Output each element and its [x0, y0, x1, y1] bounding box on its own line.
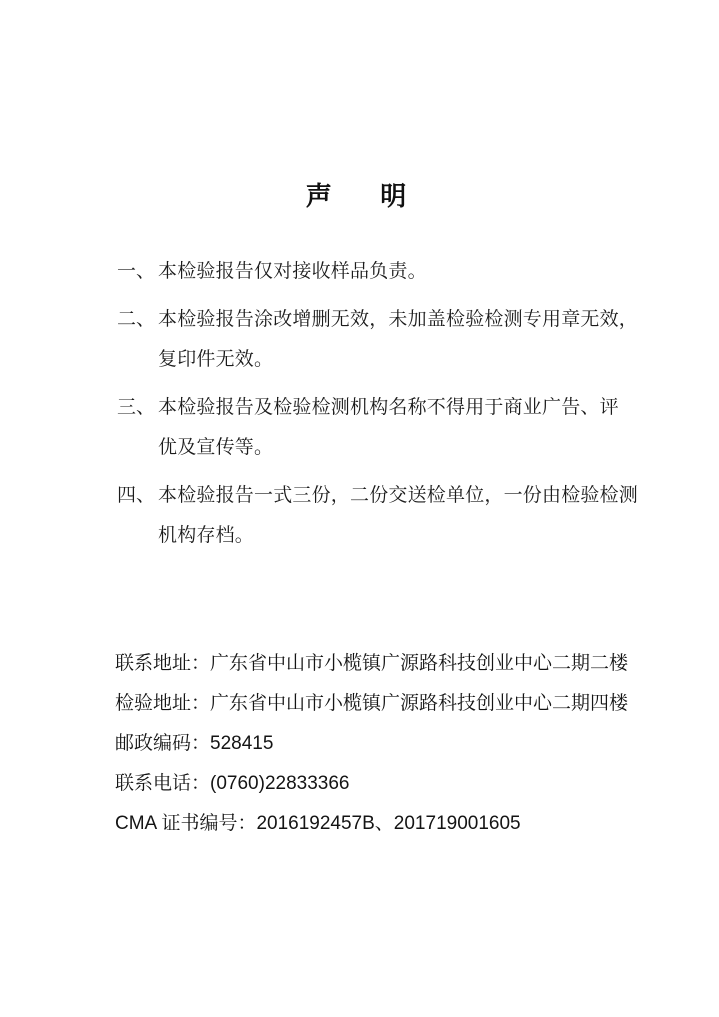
statement-item	[117, 476, 639, 556]
statement-item	[117, 252, 622, 292]
statement-number: 一、	[117, 261, 156, 282]
contact-label: 联系地址：	[115, 653, 211, 674]
statement-line: 机构存档。	[158, 525, 255, 546]
contact-value: 2016192457B、201719001605	[256, 813, 521, 834]
page-title: 声 明	[305, 182, 407, 211]
contact-line	[115, 684, 628, 724]
contact-line	[115, 804, 628, 844]
contact-value: 528415	[210, 733, 274, 754]
contact-value: (0760)22833366	[210, 773, 350, 794]
statement-line: 复印件无效。	[158, 349, 274, 370]
statement-number: 二、	[117, 309, 156, 330]
contact-line	[115, 644, 628, 684]
contact-label: 邮政编码：	[115, 733, 211, 754]
contact-label: CMA 证书编号：	[115, 813, 257, 834]
statement-line: 本检验报告仅对接收样品负责。	[158, 261, 427, 282]
contact-value: 广东省中山市小榄镇广源路科技创业中心二期四楼	[210, 693, 629, 714]
contact-value: 广东省中山市小榄镇广源路科技创业中心二期二楼	[210, 653, 629, 674]
statement-text	[158, 476, 638, 556]
statement-number: 三、	[117, 397, 156, 418]
statement-number: 四、	[117, 485, 156, 506]
statement-line: 本检验报告及检验检测机构名称不得用于商业广告、评	[158, 397, 619, 418]
statement-text	[158, 388, 622, 468]
contact-line	[115, 764, 628, 804]
statement-line: 本检验报告一式三份，二份交送检单位，一份由检验检测	[158, 485, 639, 506]
contact-info-block	[115, 644, 628, 844]
contact-label: 检验地址：	[115, 693, 211, 714]
statement-list	[117, 252, 639, 564]
contact-line	[115, 724, 628, 764]
statement-item	[117, 300, 639, 380]
statement-item	[117, 388, 622, 468]
statement-line: 本检验报告涂改增删无效，未加盖检验检测专用章无效，	[158, 309, 639, 330]
statement-text	[158, 252, 622, 292]
statement-text	[158, 300, 638, 380]
statement-line: 优及宣传等。	[158, 437, 274, 458]
contact-label: 联系电话：	[115, 773, 211, 794]
